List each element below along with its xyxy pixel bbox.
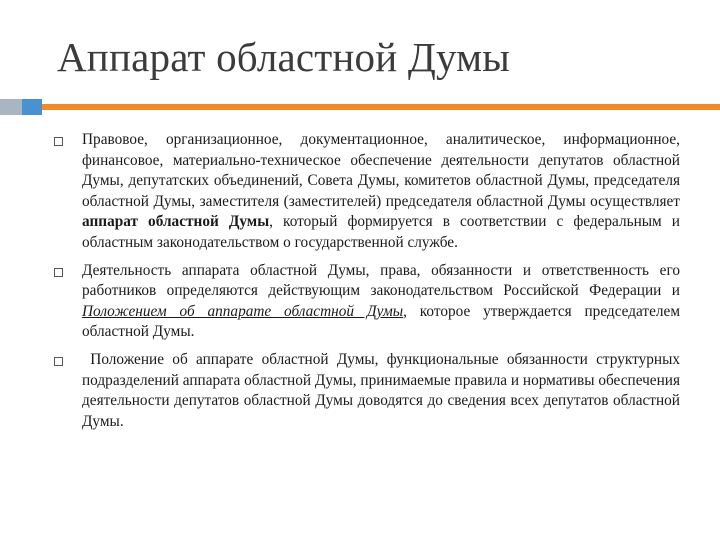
hollow-square-bullet-icon xyxy=(54,137,63,146)
bullet-text xyxy=(82,350,684,432)
bullet-text-bold: аппарат областной Думы xyxy=(82,213,270,231)
bullet-item xyxy=(54,261,680,343)
slide-title: Аппарат областной Думы xyxy=(57,34,511,80)
bullet-text xyxy=(82,130,680,254)
hollow-square-bullet-icon xyxy=(54,268,63,277)
title-bar-blue-segment xyxy=(22,99,42,115)
bullet-text-part: Положение об аппарате областной Думы, функциональные обязанности структурных подразделений аппарата областной Думы, принимаемые правила и нормативы обеспечения деятельности депутатов областной Думы доводятся до сведения всех депутатов областной Думы. xyxy=(82,350,684,430)
bullet-text-part: Деятельность аппарата областной Думы, права, обязанности и ответственность его работников определяются действующим законодательством Российской Федерации и xyxy=(82,261,680,300)
bullet-text-part: Правовое, организационное, документационное, аналитическое, информационное, финансовое, материально-техническое обеспечение деятельности депутатов областной Думы, депутатских объединений, Совета Думы, комитетов областной Думы, председателя областной Думы, заместителя (заместителей) председателя областной Думы осуществляет xyxy=(82,131,680,210)
bullet-item xyxy=(54,350,684,432)
bullet-list xyxy=(54,130,684,439)
title-underline-bar xyxy=(0,99,720,115)
bullet-item xyxy=(54,130,680,254)
bullet-text xyxy=(82,261,680,343)
bullet-text-part: , который формируется в соответствии с федеральным и областным законодательством о государственной службе. xyxy=(82,213,680,251)
bullet-text-part: , которое утверждается председателем областной Думы. xyxy=(82,302,681,341)
hollow-square-bullet-icon xyxy=(54,357,63,366)
regulation-link-text: Положением об аппарате областной Думы xyxy=(82,302,404,320)
title-bar-gray-segment xyxy=(0,99,22,115)
title-bar-orange-line xyxy=(42,104,720,110)
